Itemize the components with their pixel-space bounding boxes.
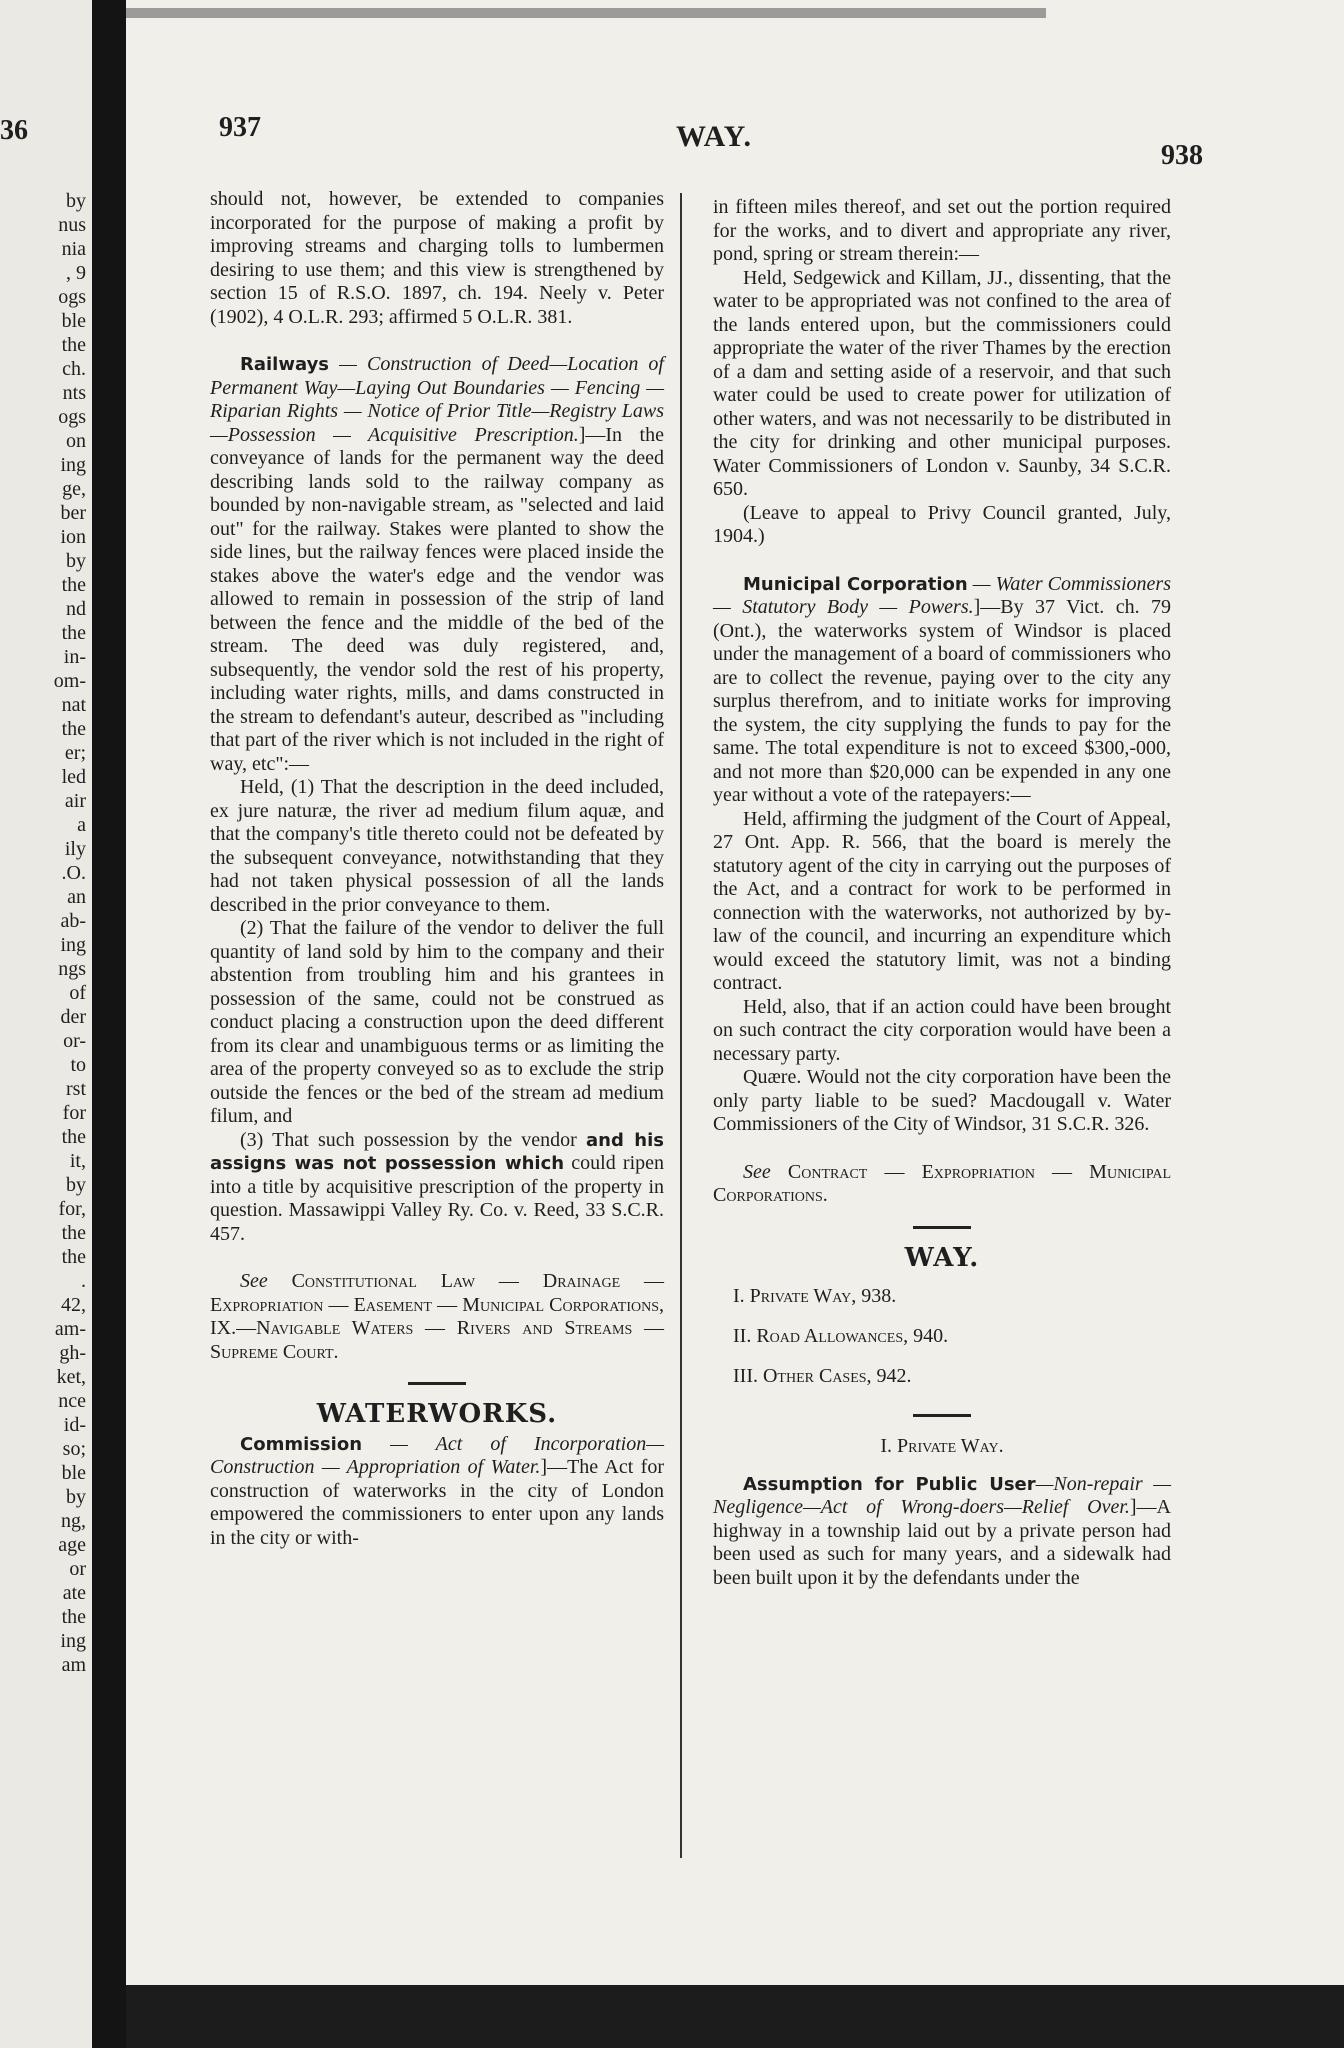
margin-fragment: nd (66, 598, 86, 620)
margin-fragment: nat (61, 694, 86, 716)
entry-topics: — Construction of Deed—Location of Permanent Way—Laying Out Boundaries — Fencing — Riparian Rights — Notice of Prior Title—Registry Laws—Possession — Acquisitive Prescription. (210, 353, 664, 446)
margin-fragment: ble (61, 1462, 86, 1484)
see-text: Contract — Expropriation — Municipal Corporations. (713, 1160, 1171, 1206)
margin-fragment: ge, (62, 478, 86, 500)
holding-windsor: Held, affirming the judgment of the Court of Appeal, 27 Ont. App. R. 566, that the board is merely the statutory agent of the city in carrying out the purposes of the Act, and a contract for work to be performed in connection with the waterworks, not authorized by by-law of the council, and incurring an expenditure which would exceed the statutory limit, was not a binding contract. (713, 807, 1171, 994)
margin-fragment: for, (58, 1198, 86, 1220)
margin-fragment: the (61, 718, 86, 740)
entry-topics: — Act of Incorporation—Construction — Appropriation of Water. (210, 1432, 664, 1478)
margin-fragment: by (66, 550, 86, 572)
margin-fragment: ogs (58, 286, 86, 308)
running-head: WAY. (676, 120, 752, 153)
see-also-reference (713, 1161, 1171, 1208)
margin-fragment: so; (62, 1438, 86, 1460)
holding-3-bold: and his assigns was not possession which (210, 1129, 664, 1174)
margin-fragment: . (81, 1270, 86, 1292)
adjacent-page-margin (0, 0, 92, 2048)
entry-lead: Commission (240, 1433, 363, 1455)
paragraph-continued: should not, however, be extended to companies incorporated for the purpose of making a profit by improving streams and charging tolls to lumbermen desiring to use them; and this view is strengthened by section 15 of R.S.O. 1897, ch. 194. Neely v. Peter (1902), 4 O.L.R. 293; affirmed 5 O.L.R. 381. (210, 188, 664, 328)
margin-fragment: ion (60, 526, 86, 548)
entry-topics: —Non-repair —Negligence—Act of Wrong-doers—Relief Over. (713, 1472, 1171, 1518)
holding-also: Held, also, that if an action could have been brought on such contract the city corporation would have been a necessary party. (713, 995, 1171, 1065)
margin-fragment: or- (63, 1030, 86, 1052)
margin-fragment: der (60, 1006, 86, 1028)
holding-3 (210, 1129, 664, 1247)
margin-fragment: nus (58, 214, 86, 236)
page-number-right: 938 (1161, 140, 1203, 171)
margin-fragment: ate (62, 1582, 86, 1604)
entry-body: ]—The Act for construction of waterworks in the city of London empowered the commissioners to enter upon any lands in the city or with- (210, 1456, 664, 1549)
margin-fragment: ily (64, 838, 86, 860)
margin-fragment: led (61, 766, 86, 788)
contents-item: II. Road Allowances, 940. (733, 1325, 949, 1347)
leave-note: (Leave to appeal to Privy Council granted, July, 1904.) (713, 501, 1171, 547)
way-contents (713, 1276, 1171, 1396)
holding-2: (2) That the failure of the vendor to deliver the full quantity of land sold by him to the company and their abstention from troubling him and his grantees in possession of the same, could not be construed as conduct placing a construction upon the deed different from its clear and unambiguous terms or as limiting the area of the property conveyed so as to exclude the strip outside the fences or the bed of the stream ad medium filum, and (210, 917, 664, 1127)
margin-fragment: the (61, 574, 86, 596)
margin-fragment: gh- (59, 1342, 86, 1364)
holding-1: Held, (1) That the description in the deed included, ex jure naturæ, the river ad medium filum aquæ, and that the company's title thereto could not be defeated by the subsequent conveyance, notwithstanding that they had not taken physical possession of all the lands described in the prior conveyance to them. (210, 776, 664, 916)
page-number-left: 937 (219, 112, 261, 143)
margin-fragment: by (66, 1486, 86, 1508)
margin-fragment: the (61, 1126, 86, 1148)
margin-fragment: on (66, 430, 86, 452)
see-text: Constitutional Law — Drainage — Expropriation — Easement — Municipal Corporations, IX.—Navigable Waters — Rivers and Streams —Supreme Court. (210, 1270, 664, 1363)
entry-assumption (713, 1473, 1171, 1591)
entry-lead: Assumption for Public User (743, 1473, 1036, 1495)
entry-topics: — Water Commissioners — Statutory Body — Powers. (713, 572, 1171, 618)
margin-fragment: the (61, 1606, 86, 1628)
see-label: See (743, 1160, 771, 1183)
holding-saunby: Held, Sedgewick and Killam, JJ., dissenting, that the water to be appropriated was not confined to the area of the lands entered upon, but the commissioners could appropriate the water of the river Thames by the erection of a dam and setting aside of a reservoir, and that such water could be used to create power for utilization of other waters, and was not necessarily to be distributed in the city for drinking and other municipal purposes. Water Commissioners of London v. Saunby, 34 S.C.R. 650. (713, 266, 1171, 500)
margin-fragment: er; (64, 742, 86, 764)
margin-fragment: 42, (61, 1294, 86, 1316)
margin-fragment: in- (63, 646, 86, 668)
margin-fragment: ab- (60, 910, 86, 932)
entry-railways (210, 353, 664, 776)
page (126, 0, 1344, 2048)
margin-fragment: a (77, 814, 86, 836)
subsection-heading: I. Private Way. (880, 1435, 1004, 1457)
margin-fragment: om- (53, 670, 86, 692)
section-heading-waterworks: WATERWORKS. (316, 1399, 558, 1429)
entry-body: ]—A highway in a township laid out by a private person had been used as such for many years, and a sidewalk had been built upon it by the defendants under the (713, 1496, 1171, 1589)
margin-fragment: am- (54, 1318, 86, 1340)
margin-fragment: of (69, 982, 86, 1004)
margin-fragment: nts (62, 382, 86, 404)
margin-fragment: ing (60, 1630, 86, 1652)
margin-fragment: the (61, 622, 86, 644)
section-rule (913, 1414, 971, 1417)
margin-fragment: air (64, 790, 86, 812)
margin-fragment: the (61, 1222, 86, 1244)
margin-fragment: age (58, 1534, 86, 1556)
margin-fragment: by (66, 1174, 86, 1196)
margin-fragment: the (61, 334, 86, 356)
margin-fragment: ing (60, 454, 86, 476)
margin-fragment: for (62, 1102, 86, 1124)
margin-fragment: ble (61, 310, 86, 332)
section-heading-way: WAY. (904, 1242, 980, 1273)
section-rule (913, 1226, 971, 1229)
quaere-note: Quære. Would not the city corporation have been the only party liable to be sued? Macdougall v. Water Commissioners of the City of Windsor, 31 S.C.R. 326. (713, 1066, 1171, 1135)
margin-fragment: the (61, 1246, 86, 1268)
section-rule (408, 1382, 466, 1385)
margin-fragment: it, (69, 1150, 86, 1172)
margin-fragment: ch. (62, 358, 86, 380)
entry-lead: Municipal Corporation (743, 573, 968, 595)
margin-fragment: an (67, 886, 86, 908)
margin-fragment: ogs (58, 406, 86, 428)
margin-fragment: ber (60, 502, 86, 524)
margin-fragment: ket, (56, 1366, 86, 1388)
margin-fragment: ngs (58, 958, 86, 980)
entry-body: ]—By 37 Vict. ch. 79 (Ont.), the waterworks system of Windsor is placed under the management of a board of commissioners who are to collect the revenue, paying over to the city any surplus therefrom, and to initiate works for improving the system, the city supplying the funds to pay for the same. The total expenditure is not to exceed $300,-000, and not more than $20,000 can be expended in any one year without a vote of the ratepayers:— (713, 596, 1171, 806)
contents-item: I. Private Way, 938. (733, 1285, 897, 1307)
adjacent-page-number: 36 (0, 115, 28, 146)
top-edge-shadow (126, 8, 1046, 18)
margin-fragment: , 9 (66, 262, 86, 284)
column-divider (680, 193, 682, 1858)
margin-fragment: ing (60, 934, 86, 956)
holding-3-end: could ripen into a title by acquisitive prescription of the property in question. Massawippi Valley Ry. Co. v. Reed, 33 S.C.R. 457. (210, 1152, 665, 1245)
book-gutter (92, 0, 126, 2048)
entry-municipal-corporation (713, 573, 1171, 808)
margin-fragment: ng, (61, 1510, 86, 1532)
entry-lead: Railways (240, 354, 330, 375)
margin-fragment: am (61, 1654, 86, 1676)
margin-fragment: by (66, 190, 86, 212)
entry-body: ]—In the conveyance of lands for the permanent way the deed describing lands sold to the railway company as bounded by non-navigable stream, as "selected and laid out" for the railway. Stakes were planted to show the side lines, but the railway fences were placed inside the stakes above the water's edge and the vendor was allowed to remain in possession of the strip of land between the fence and the middle of the bed of the stream. The deed was duly registered, and, subsequently, the vendor sold the rest of his property, including water rights, mills, and dams constructed in the stream to defendant's auteur, described as "including that part of the river which is not included in the right of way, etc":— (210, 423, 664, 775)
margin-fragment: nia (61, 238, 86, 260)
see-also-reference (210, 1270, 664, 1364)
holding-3-start: (3) That such possession by the vendor (240, 1128, 577, 1151)
see-label: See (240, 1270, 268, 1292)
entry-commission (210, 1433, 664, 1551)
paragraph-continued: in fifteen miles thereof, and set out the portion required for the works, and to divert and appropriate any river, pond, spring or stream therein:— (713, 196, 1171, 265)
margin-fragment: id- (63, 1414, 86, 1436)
scan-bottom-edge (126, 1985, 1344, 2048)
left-column (210, 188, 664, 1550)
right-column (713, 196, 1171, 1590)
margin-fragment: nce (58, 1390, 86, 1412)
margin-fragment: rst (66, 1078, 86, 1100)
margin-fragment: to (70, 1054, 86, 1076)
margin-fragment: or (69, 1558, 86, 1580)
margin-fragment: .O. (61, 862, 86, 884)
contents-item: III. Other Cases, 942. (733, 1365, 912, 1387)
